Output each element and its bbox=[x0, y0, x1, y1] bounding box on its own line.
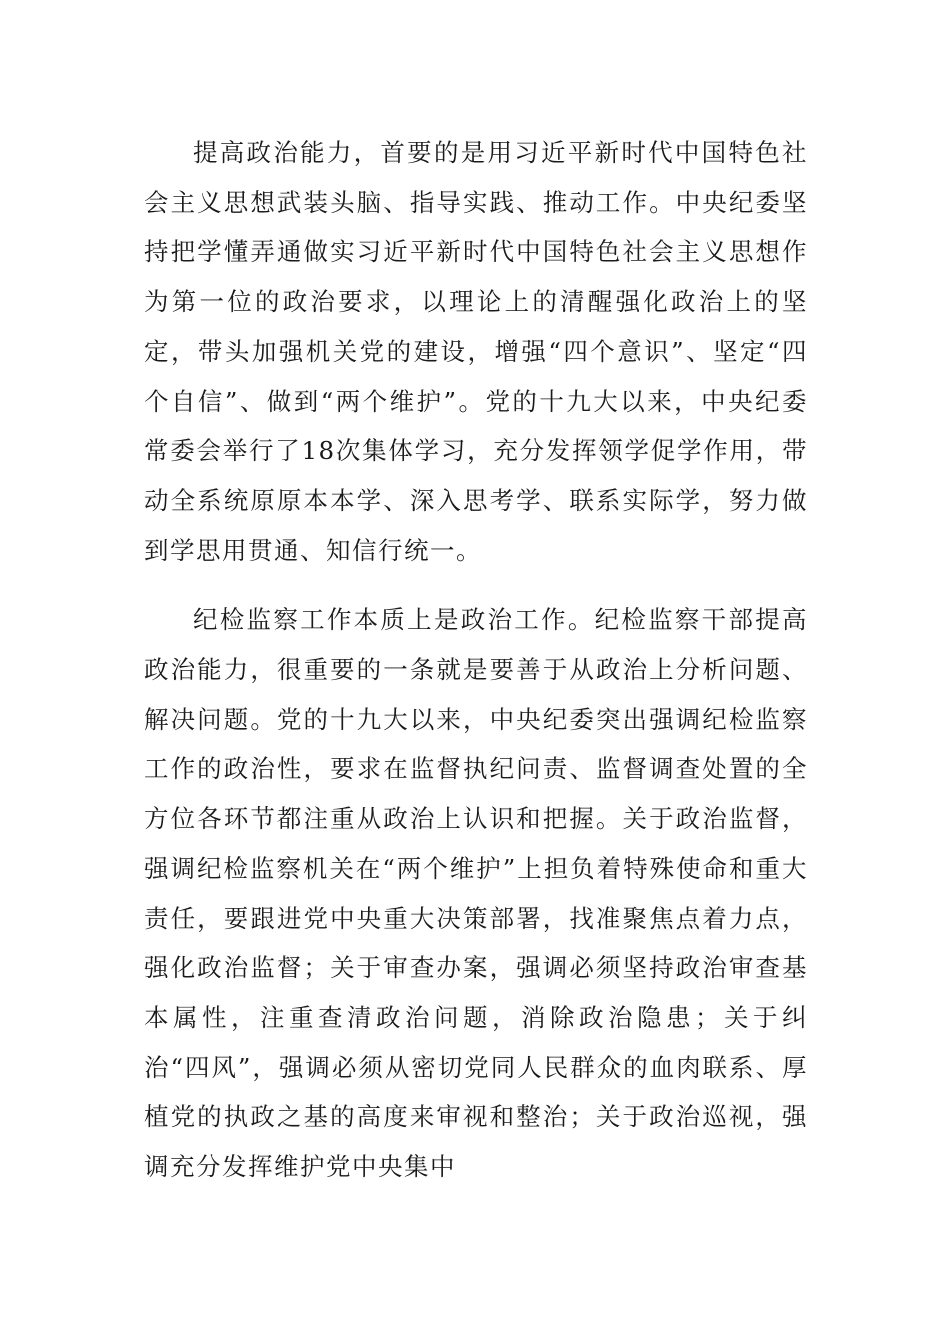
paragraph-1: 提高政治能力，首要的是用习近平新时代中国特色社会主义思想武装头脑、指导实践、推动工作。中央纪委坚持把学懂弄通做实习近平新时代中国特色社会主义思想作为第一位的政治要求，以理论上的清醒强化政治上的坚定，带头加强机关党的建设，增强“四个意识”、坚定“四个自信”、做到“两个维护”。党的十九大以来，中央纪委常委会举行了18次集体学习，充分发挥领学促学作用，带动全系统原原本本学、深入思考学、联系实际学，努力做到学思用贯通、知信行统一。 bbox=[144, 138, 808, 565]
paragraph-2: 纪检监察工作本质上是政治工作。纪检监察干部提高政治能力，很重要的一条就是要善于从政治上分析问题、解决问题。党的十九大以来，中央纪委突出强调纪检监察工作的政治性，要求在监督执纪问责、监督调查处置的全方位各环节都注重从政治上认识和把握。关于政治监督，强调纪检监察机关在“两个维护”上担负着特殊使命和重大责任，要跟进党中央重大决策部署，找准聚焦点着力点，强化政治监督；关于审查办案，强调必须坚持政治审查基本属性，注重查清政治问题，消除政治隐患；关于纠治“四风”，强调必须从密切党同人民群众的血肉联系、厚植党的执政之基的高度来审视和整治；关于政治巡视，强调充分发挥维护党中央集中 bbox=[144, 605, 808, 1182]
document-body bbox=[144, 128, 808, 1192]
